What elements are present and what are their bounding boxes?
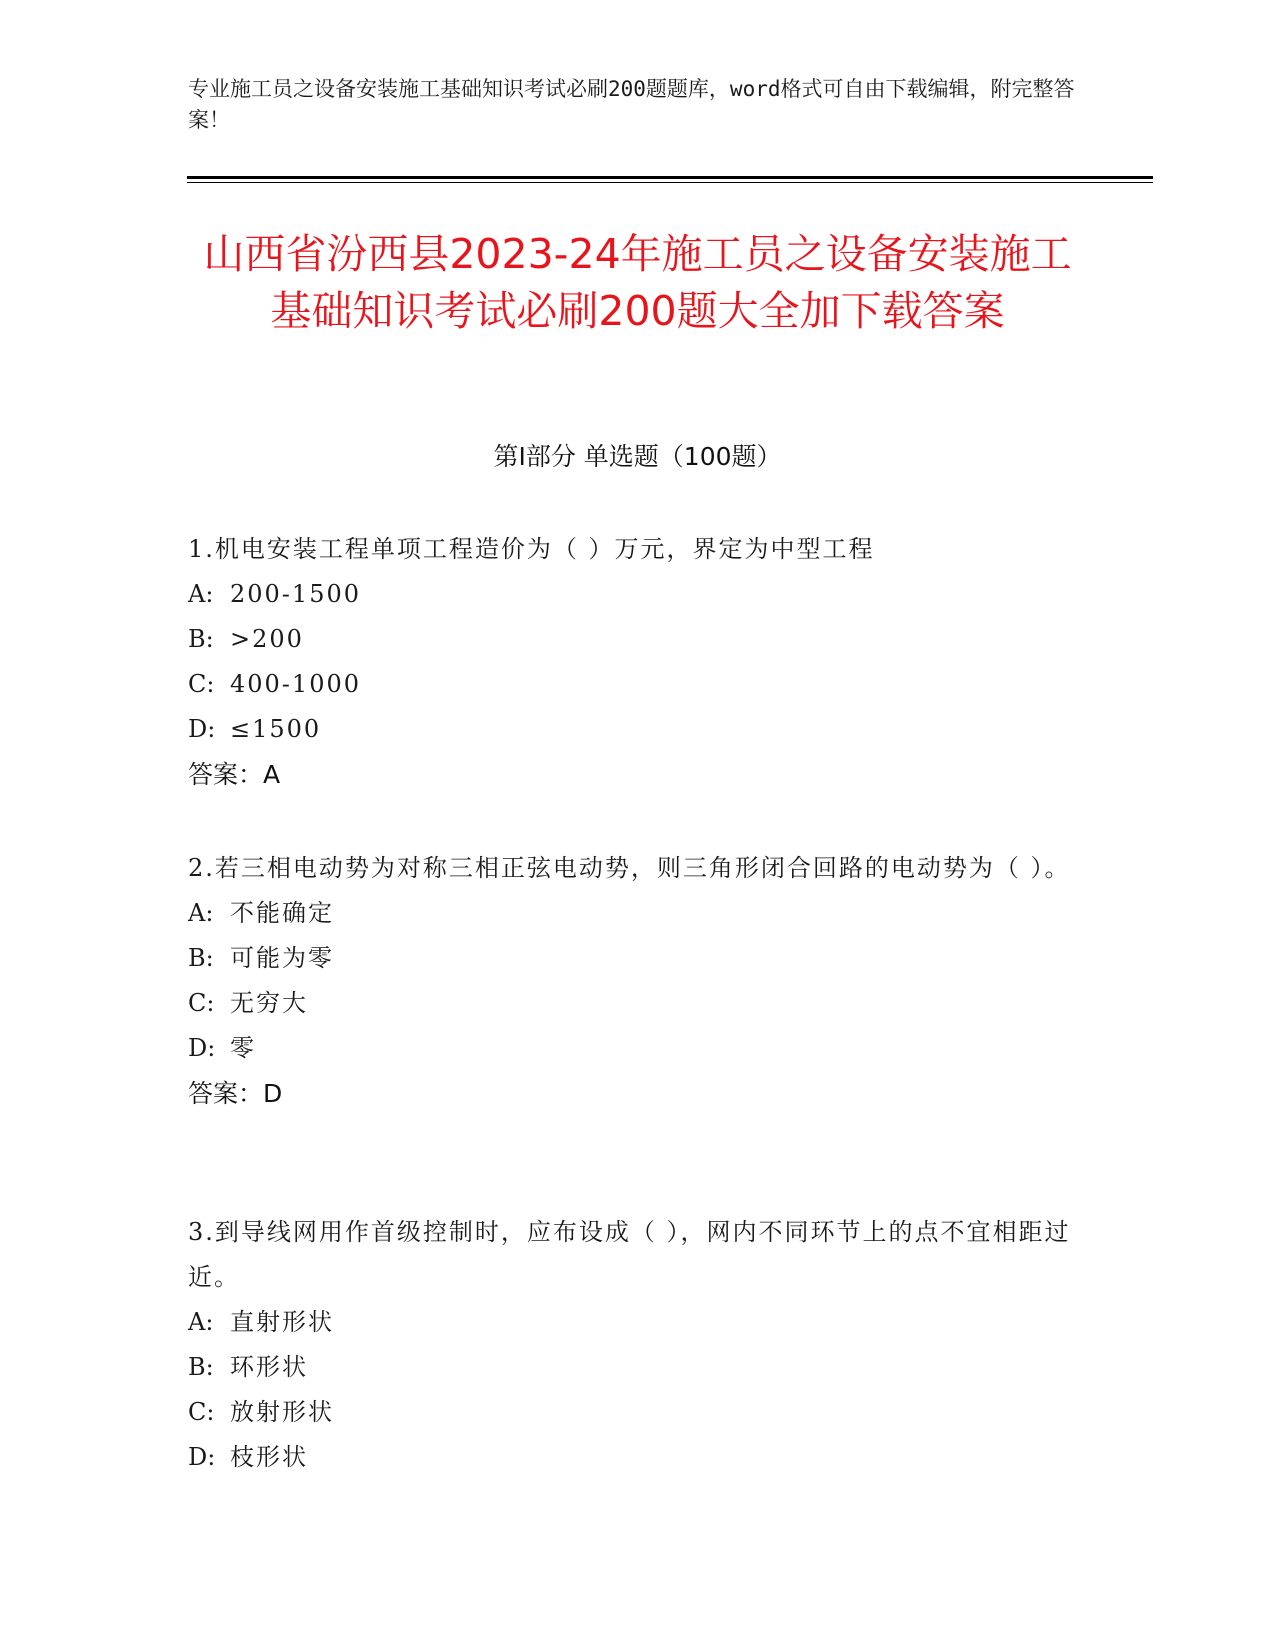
question-stem: 3.到导线网用作首级控制时，应布设成（ ），网内不同环节上的点不宜相距过近。 <box>188 1218 1071 1291</box>
option-letter: C: <box>188 989 215 1017</box>
option-letter: B: <box>188 1353 214 1381</box>
option-letter: D: <box>188 715 216 743</box>
option-a <box>188 1300 1088 1345</box>
option-letter: A: <box>188 899 214 927</box>
question-2 <box>188 846 1088 1116</box>
question-stem: 2.若三相电动势为对称三相正弦电动势，则三角形闭合回路的电动势为（ ）。 <box>188 854 1071 882</box>
option-text: 零 <box>230 1034 256 1062</box>
option-text: 200-1500 <box>230 580 361 608</box>
option-b <box>188 936 1088 981</box>
option-letter: C: <box>188 670 215 698</box>
option-d <box>188 1026 1088 1071</box>
option-letter: B: <box>188 625 214 653</box>
option-letter: D: <box>188 1443 216 1471</box>
option-text: 400-1000 <box>230 670 361 698</box>
option-a <box>188 891 1088 936</box>
option-text: >200 <box>230 625 304 653</box>
answer-line: 答案：D <box>188 1079 283 1108</box>
option-d <box>188 1435 1088 1480</box>
question-stem: 1.机电安装工程单项工程造价为（ ）万元，界定为中型工程 <box>188 535 875 563</box>
option-text: 放射形状 <box>230 1398 334 1426</box>
option-text: 环形状 <box>230 1353 308 1381</box>
option-b <box>188 617 1088 662</box>
option-c <box>188 1390 1088 1435</box>
option-a <box>188 572 1088 617</box>
option-text: 枝形状 <box>230 1443 308 1471</box>
answer-line: 答案：A <box>188 760 281 789</box>
option-letter: A: <box>188 1308 214 1336</box>
option-c <box>188 981 1088 1026</box>
option-c <box>188 662 1088 707</box>
question-3 <box>188 1210 1088 1480</box>
option-text: ≤1500 <box>230 715 322 743</box>
option-text: 不能确定 <box>230 899 334 927</box>
option-letter: C: <box>188 1398 215 1426</box>
option-letter: D: <box>188 1034 216 1062</box>
option-letter: A: <box>188 580 214 608</box>
option-text: 可能为零 <box>230 944 334 972</box>
option-text: 无穷大 <box>230 989 308 1017</box>
header-divider-thin <box>187 182 1153 183</box>
option-b <box>188 1345 1088 1390</box>
option-text: 直射形状 <box>230 1308 334 1336</box>
option-letter: B: <box>188 944 214 972</box>
header-divider-thick <box>187 176 1153 179</box>
document-title: 山西省汾西县2023-24年施工员之设备安装施工基础知识考试必刷200题大全加下载答案 <box>203 230 1072 335</box>
question-1 <box>188 527 1088 797</box>
option-d <box>188 707 1088 752</box>
section-heading: 第I部分 单选题（100题） <box>493 442 782 471</box>
header-note: 专业施工员之设备安装施工基础知识考试必刷200题题库，word格式可自由下载编辑，附完整答案！ <box>188 77 1075 132</box>
